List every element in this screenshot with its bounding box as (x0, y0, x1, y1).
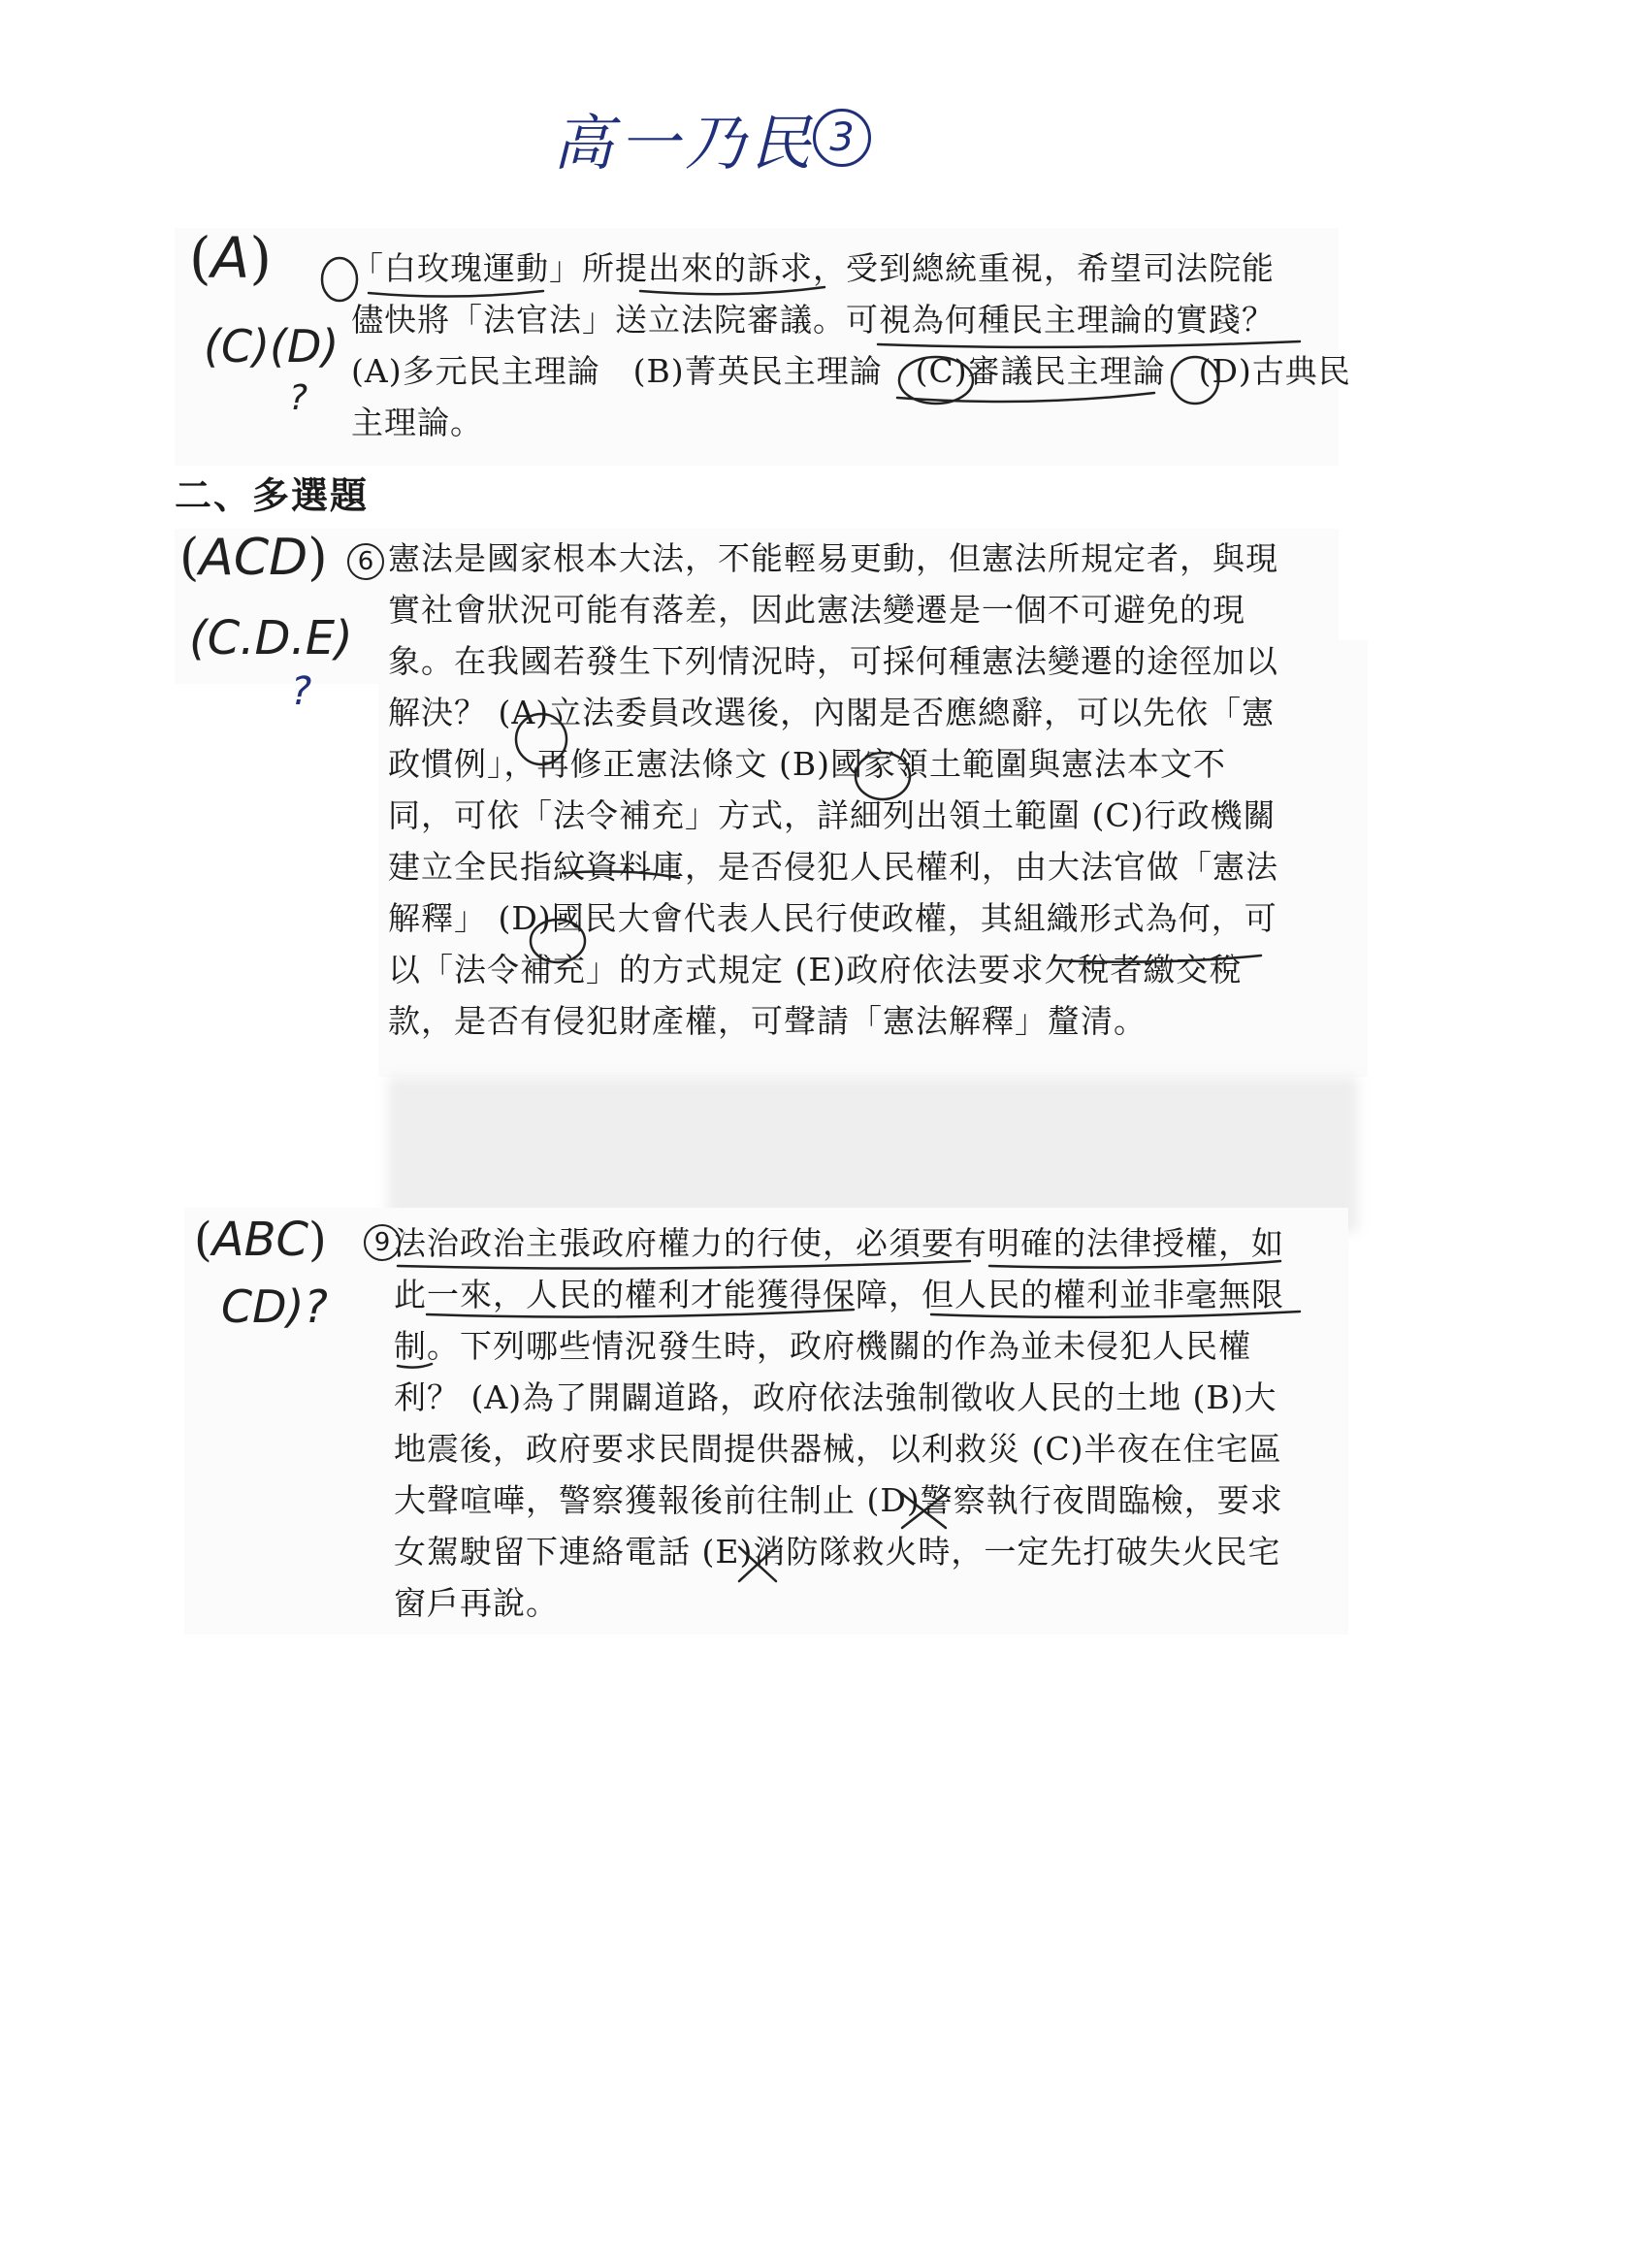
q6-answer-letters: ACD (199, 529, 308, 587)
q6-question-mark: ? (291, 669, 312, 714)
q9-answer: (ABC) (194, 1213, 327, 1267)
q9-answer-note: CD)? (221, 1280, 328, 1333)
q1-circle-d (1172, 357, 1218, 404)
q9-line-6: 大聲喧嘩，警察獲報後前往制止 (D)警察執行夜間臨檢，要求 (394, 1481, 1283, 1519)
q6-line-3: 象。在我國若發生下列情況時，可採何種憲法變遷的途徑加以 (388, 642, 1278, 680)
q9-number: 9 (364, 1224, 401, 1261)
q6-number: 6 (347, 543, 384, 580)
q1-answer-letter: A (210, 225, 250, 291)
q6-strike-1 (563, 871, 679, 878)
q6-line-6: 同，可依「法令補充」方式，詳細列出領土範圍 (C)行政機關 (388, 796, 1277, 834)
q6-circle-a (516, 714, 566, 764)
q9-underline-1 (398, 1261, 970, 1269)
q1-underline-3 (878, 341, 1300, 347)
q9-line-2: 此一來，人民的權利才能獲得保障，但人民的權利並非毫無限 (394, 1276, 1284, 1313)
q1-underline-2 (640, 287, 824, 294)
q9-underline-4 (931, 1312, 1300, 1317)
q6-circle-b (856, 753, 910, 799)
q6-underline-1 (1052, 956, 1261, 962)
q1-question-mark: ? (289, 378, 308, 418)
q9-answer-letters: ABC (211, 1213, 309, 1267)
q1-circle-c (899, 357, 973, 404)
q6-answer: (ACD) (179, 529, 328, 587)
q9-line-5: 地震後，政府要求民間提供器械，以利救災 (C)半夜在住宅區 (394, 1430, 1282, 1468)
q1-line-1: 「白玫瑰運動」所提出來的訴求，受到總統重視，希望司法院能 (351, 249, 1275, 287)
q9-line-3: 制。下列哪些情況發生時，政府機關的作為並未侵犯人民權 (394, 1327, 1251, 1365)
q1-answer: (A) (189, 225, 272, 291)
q9-underline-3 (427, 1310, 854, 1317)
section-title: 二、多選題 (175, 474, 370, 517)
q9-line-1: 法治政治主張政府權力的行使，必須要有明確的法律授權，如 (394, 1224, 1284, 1262)
q9-underline-2 (989, 1261, 1280, 1268)
q6-line-9: 以「法令補充」的方式規定 (E)政府依法要求欠稅者繳交稅 (388, 951, 1243, 988)
circled-number: 3 (813, 109, 871, 167)
q6-line-10: 款，是否有侵犯財產權，可聲請「憲法解釋」釐清。 (388, 1002, 1147, 1040)
q6-line-7: 建立全民指紋資料庫，是否侵犯人民權利，由大法官做「憲法 (388, 848, 1278, 886)
q1-line-4: 主理論。 (351, 404, 483, 441)
q9-x-e (739, 1547, 776, 1581)
q1-underline-1 (369, 291, 543, 297)
q9-line-8: 窗戶再說。 (394, 1584, 559, 1622)
q6-line-1: 憲法是國家根本大法，不能輕易更動，但憲法所規定者，與現 (388, 539, 1278, 577)
q9-x-d (902, 1494, 946, 1528)
q6-circle-d (531, 920, 585, 962)
handwritten-title: 高一乃民 (553, 108, 818, 178)
q6-line-2: 實社會狀況可能有落差，因此憲法變遷是一個不可避免的現 (388, 591, 1245, 629)
q1-underline-4 (897, 393, 1154, 402)
q6-answer-note: (C.D.E) (189, 611, 353, 665)
q9-underline-5 (398, 1364, 432, 1368)
q1-line-2: 儘快將「法官法」送立法院審議。可視為何種民主理論的實踐？ (351, 301, 1275, 339)
q6-line-5: 政慣例」，再修正憲法條文 (B)國家領土範圍與憲法本文不 (388, 745, 1226, 783)
q1-line-3: (A)多元民主理論 (B)菁英民主理論 (C)審議民主理論 (D)古典民 (351, 352, 1351, 390)
q6-line-8: 解釋」 (D)國民大會代表人民行使政權，其組織形式為何，可 (388, 899, 1277, 937)
q1-answer-note: (C)(D) (204, 320, 340, 373)
q1-circle-a-mark (322, 258, 357, 301)
q6-line-4: 解決？ (A)立法委員改選後，內閣是否應總辭，可以先依「憲 (388, 694, 1276, 731)
q9-line-7: 女駕駛留下連絡電話 (E)消防隊救火時，一定先打破失火民宅 (394, 1533, 1281, 1571)
q9-line-4: 利？ (A)為了開闢道路，政府依法強制徵收人民的土地 (B)大 (394, 1378, 1277, 1416)
